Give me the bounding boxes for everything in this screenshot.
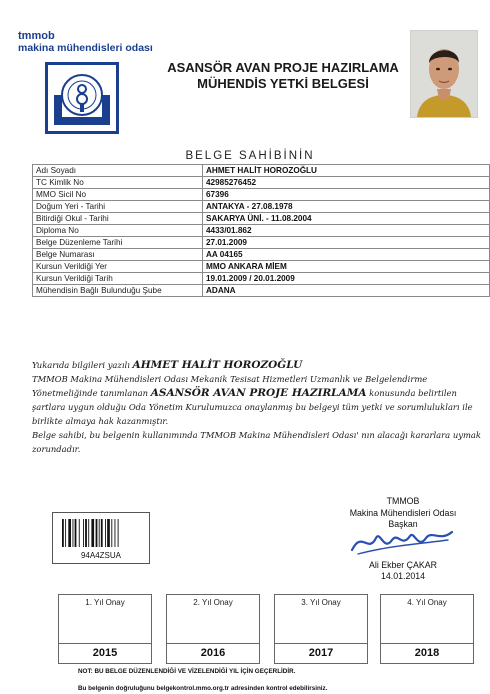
info-label: Bitirdiği Okul - Tarihi bbox=[33, 213, 203, 225]
approval-box-3 bbox=[274, 594, 368, 664]
approval-year: 2017 bbox=[275, 643, 367, 663]
body-paragraph-2: Belge sahibi, bu belgenin kullanımında TMMOB Makina Mühendisleri Odası' nın alacağı kararlara uymak zorundadır. bbox=[32, 430, 481, 454]
approval-label: 2. Yıl Onay bbox=[193, 598, 233, 607]
info-label: Adı Soyadı bbox=[33, 165, 203, 177]
signature-icon bbox=[348, 524, 458, 558]
info-value: 42985276452 bbox=[203, 177, 490, 189]
info-value: AA 04165 bbox=[203, 249, 490, 261]
body-topic: ASANSÖR AVAN PROJE HAZIRLAMA bbox=[150, 387, 367, 399]
barcode-code: 94A4ZSUA bbox=[80, 551, 122, 560]
approval-box-4 bbox=[380, 594, 474, 664]
signatory-role: Başkan bbox=[388, 519, 418, 529]
approval-year: 2015 bbox=[59, 643, 151, 663]
org-name bbox=[18, 30, 168, 54]
info-value: AHMET HALİT HOROZOĞLU bbox=[203, 165, 490, 177]
signatory-org1: TMMOB bbox=[386, 496, 420, 506]
holder-info-table bbox=[32, 164, 490, 297]
body-paragraph-1 bbox=[32, 358, 482, 428]
section-title: BELGE SAHİBİNİN bbox=[185, 150, 315, 162]
annual-approvals bbox=[58, 594, 476, 664]
signatory-date: 14.01.2014 bbox=[380, 571, 426, 581]
info-label: MMO Sicil No bbox=[33, 189, 203, 201]
approval-label: 4. Yıl Onay bbox=[407, 598, 447, 607]
info-row bbox=[33, 165, 490, 177]
title-line2: MÜHENDİS YETKİ BELGESİ bbox=[197, 76, 369, 91]
barcode-icon bbox=[61, 519, 141, 547]
info-value: 19.01.2009 / 20.01.2009 bbox=[203, 273, 490, 285]
info-label: Kursun Verildiği Tarih bbox=[33, 273, 203, 285]
approval-box-2 bbox=[166, 594, 260, 664]
mmo-logo bbox=[45, 62, 119, 134]
approval-label: 1. Yıl Onay bbox=[85, 598, 125, 607]
info-value: MMO ANKARA MİEM bbox=[203, 261, 490, 273]
approval-year: 2016 bbox=[167, 643, 259, 663]
approval-year: 2018 bbox=[381, 643, 473, 663]
org-name-line1: tmmob bbox=[18, 30, 55, 42]
info-row bbox=[33, 249, 490, 261]
info-label: Mühendisin Bağlı Bulunduğu Şube bbox=[33, 285, 203, 297]
body-p1-pre: Yukarıda bilgileri yazılı bbox=[32, 360, 133, 370]
info-row bbox=[33, 285, 490, 297]
org-name-line2: makina mühendisleri odası bbox=[18, 42, 153, 54]
signatory-name: Ali Ekber ÇAKAR bbox=[369, 560, 437, 570]
body-p1-mid: TMMOB Makina Mühendisleri Odası Mekanik Tesisat Hizmetleri Uzmanlık ve Belgelendirme Yönetmeliğinde tanımlanan bbox=[32, 374, 428, 398]
barcode bbox=[52, 512, 150, 564]
info-label: Diploma No bbox=[33, 225, 203, 237]
verification-footer: Bu belgenin doğruluğunu belgekontrol.mmo.org.tr adresinden kontrol edebilirsiniz. bbox=[78, 685, 328, 692]
info-label: Belge Numarası bbox=[33, 249, 203, 261]
info-label: Doğum Yeri - Tarihi bbox=[33, 201, 203, 213]
info-value: ADANA bbox=[203, 285, 490, 297]
certificate-page bbox=[10, 8, 481, 692]
approval-box-1 bbox=[58, 594, 152, 664]
info-label: Belge Düzenleme Tarihi bbox=[33, 237, 203, 249]
mmo-logo-icon bbox=[48, 65, 116, 131]
signatory-footer bbox=[328, 560, 478, 582]
certificate-title bbox=[158, 60, 408, 92]
info-row bbox=[33, 201, 490, 213]
title-line1: ASANSÖR AVAN PROJE HAZIRLAMA bbox=[167, 60, 399, 75]
info-value: ANTAKYA - 27.08.1978 bbox=[203, 201, 490, 213]
signatory-org2: Makina Mühendisleri Odası bbox=[349, 507, 457, 518]
person-photo-icon bbox=[411, 31, 477, 117]
info-row bbox=[33, 261, 490, 273]
info-value: 67396 bbox=[203, 189, 490, 201]
body-p1-post: konusunda belirtilen şartlara uygun olduğu Oda Yönetim Kurulumuzca onaylanmış bu belgeyi tüm yetki ve sorumlulukları ile birlikte almaya hak kazanmıştır. bbox=[32, 388, 473, 426]
holder-photo bbox=[410, 30, 478, 118]
info-value: 27.01.2009 bbox=[203, 237, 490, 249]
info-row bbox=[33, 189, 490, 201]
info-value: 4433/01.862 bbox=[203, 225, 490, 237]
info-label: TC Kimlik No bbox=[33, 177, 203, 189]
approval-label: 3. Yıl Onay bbox=[301, 598, 341, 607]
validity-note: NOT: BU BELGE DÜZENLENDİĞİ VE VİZELENDİĞİ YIL İÇİN GEÇERLİDİR. bbox=[78, 668, 296, 675]
info-value: SAKARYA ÜNİ. - 11.08.2004 bbox=[203, 213, 490, 225]
certificate-body-text bbox=[32, 358, 482, 456]
info-row bbox=[33, 177, 490, 189]
info-row bbox=[33, 237, 490, 249]
info-row bbox=[33, 225, 490, 237]
info-row bbox=[33, 213, 490, 225]
info-label: Kursun Verildiği Yer bbox=[33, 261, 203, 273]
body-holder-name: AHMET HALİT HOROZOĞLU bbox=[132, 359, 303, 371]
info-row bbox=[33, 273, 490, 285]
